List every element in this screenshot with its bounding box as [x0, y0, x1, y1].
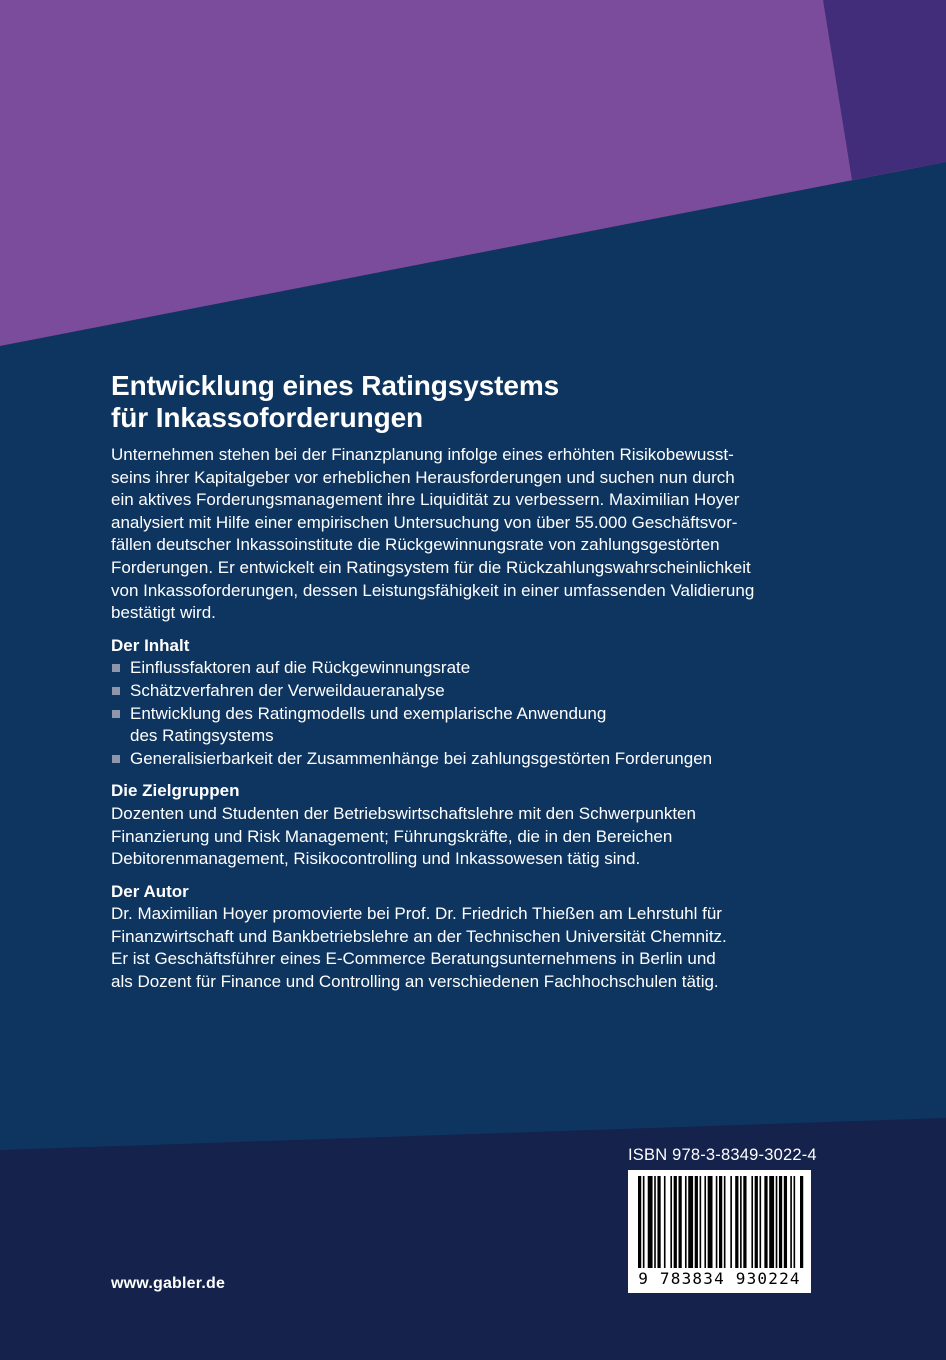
barcode-bar	[688, 1176, 693, 1268]
barcode-digits: 9 783834 930224	[638, 1269, 801, 1288]
description-line: ein aktives Forderungsmanagement ihre Liquidität zu verbessern. Maximilian Hoyer	[111, 490, 740, 510]
barcode-bar	[794, 1176, 796, 1268]
description-line: Unternehmen stehen bei der Finanzplanung infolge eines erhöhten Risikobewusst-	[111, 445, 734, 464]
barcode-bar	[755, 1176, 758, 1268]
barcode-bar	[800, 1176, 803, 1268]
autor-text	[111, 903, 811, 993]
barcode-bars	[628, 1170, 811, 1270]
description-line: fällen deutscher Inkassoinstitute die Rückgewinnungsrate von zahlungsgestörten	[111, 535, 720, 555]
list-item	[111, 657, 811, 680]
bullet-square-icon	[112, 664, 120, 672]
autor-line: Dr. Maximilian Hoyer promovierte bei Prof. Dr. Friedrich Thießen am Lehrstuhl für	[111, 904, 722, 924]
barcode-bar	[674, 1176, 677, 1268]
barcode-bar	[670, 1176, 672, 1268]
list-item-text: des Ratingsystems	[130, 726, 274, 746]
barcode-bar	[716, 1176, 718, 1268]
list-item	[111, 703, 811, 748]
zielgruppen-section	[111, 780, 811, 870]
autor-line: Er ist Geschäftsführer eines E-Commerce Beratungsunternehmens in Berlin und	[111, 949, 716, 969]
barcode-bar	[735, 1176, 738, 1268]
barcode-bar	[760, 1176, 762, 1268]
zielgruppen-line: Finanzierung und Risk Management; Führungskräfte, die in den Bereichen	[111, 826, 673, 846]
description-line: analysiert mit Hilfe einer empirischen Untersuchung von über 55.000 Geschäftsvor-	[111, 512, 738, 532]
barcode-bar	[764, 1176, 767, 1268]
autor-line: als Dozent für Finance und Controlling an verschiedenen Fachhochschulen tätig.	[111, 972, 719, 992]
zielgruppen-heading: Die Zielgruppen	[111, 781, 240, 801]
barcode-bar	[638, 1176, 641, 1268]
description-line: Forderungen. Er entwickelt ein Ratingsystem für die Rückzahlungswahrscheinlichkeit	[111, 557, 751, 577]
barcode-bar	[784, 1176, 787, 1268]
book-description	[111, 444, 811, 625]
barcode-bar	[719, 1176, 722, 1268]
autor-line: Finanzwirtschaft und Bankbetriebslehre an der Technischen Universität Chemnitz.	[111, 926, 727, 946]
barcode-bar	[654, 1176, 656, 1268]
barcode-bar	[700, 1176, 702, 1268]
list-item-text: Einflussfaktoren auf die Rückgewinnungsrate	[130, 658, 471, 678]
barcode-bar	[769, 1176, 774, 1268]
zielgruppen-line: Debitorenmanagement, Risikocontrolling und Inkassowesen tätig sind.	[111, 849, 641, 869]
list-item	[111, 680, 811, 703]
autor-heading: Der Autor	[111, 881, 189, 901]
inhalt-list	[111, 657, 811, 770]
list-item-text: Generalisierbarkeit der Zusammenhänge bei zahlungsgestörten Forderungen	[130, 748, 713, 768]
description-line: von Inkassoforderungen, dessen Leistungsfähigkeit in einer umfassenden Validierung	[111, 580, 755, 600]
barcode-bar	[724, 1176, 726, 1268]
bullet-square-icon	[112, 755, 120, 763]
barcode-bar	[657, 1176, 660, 1268]
back-cover-text	[111, 370, 811, 994]
inhalt-section	[111, 635, 811, 771]
zielgruppen-text	[111, 803, 811, 871]
inhalt-heading: Der Inhalt	[111, 635, 190, 655]
barcode-bar	[751, 1176, 753, 1268]
barcode-bar	[708, 1176, 713, 1268]
bullet-square-icon	[112, 687, 120, 695]
barcode-bar	[643, 1176, 645, 1268]
bullet-square-icon	[112, 710, 120, 718]
description-line: bestätigt wird.	[111, 603, 216, 623]
list-item-text: Schätzverfahren der Verweildaueranalyse	[130, 680, 445, 700]
book-title	[111, 370, 811, 434]
title-line: für Inkassoforderungen	[111, 402, 424, 433]
barcode-bar	[730, 1176, 732, 1268]
barcode-bar	[695, 1176, 698, 1268]
list-item-text: Entwicklung des Ratingmodells und exemplarische Anwendung	[130, 703, 607, 723]
barcode-bar	[685, 1176, 687, 1268]
barcode-bar	[704, 1176, 706, 1268]
barcode-bar	[648, 1176, 653, 1268]
barcode-bar	[679, 1176, 682, 1268]
barcode-bar	[776, 1176, 778, 1268]
publisher-website: www.gabler.de	[111, 1275, 226, 1292]
zielgruppen-line: Dozenten und Studenten der Betriebswirtschaftslehre mit den Schwerpunkten	[111, 803, 696, 823]
description-line: seins ihrer Kapitalgeber vor erheblichen Herausforderungen und suchen nun durch	[111, 467, 735, 487]
barcode-bar	[779, 1176, 782, 1268]
list-item	[111, 748, 811, 771]
title-line: Entwicklung eines Ratingsystems	[111, 370, 560, 401]
barcode-bar	[664, 1176, 666, 1268]
isbn-barcode	[628, 1170, 811, 1293]
autor-section	[111, 881, 811, 994]
barcode-bar	[743, 1176, 746, 1268]
isbn-label: ISBN 978-3-8349-3022-4	[628, 1146, 817, 1164]
barcode-bar	[790, 1176, 792, 1268]
barcode-bar	[740, 1176, 742, 1268]
